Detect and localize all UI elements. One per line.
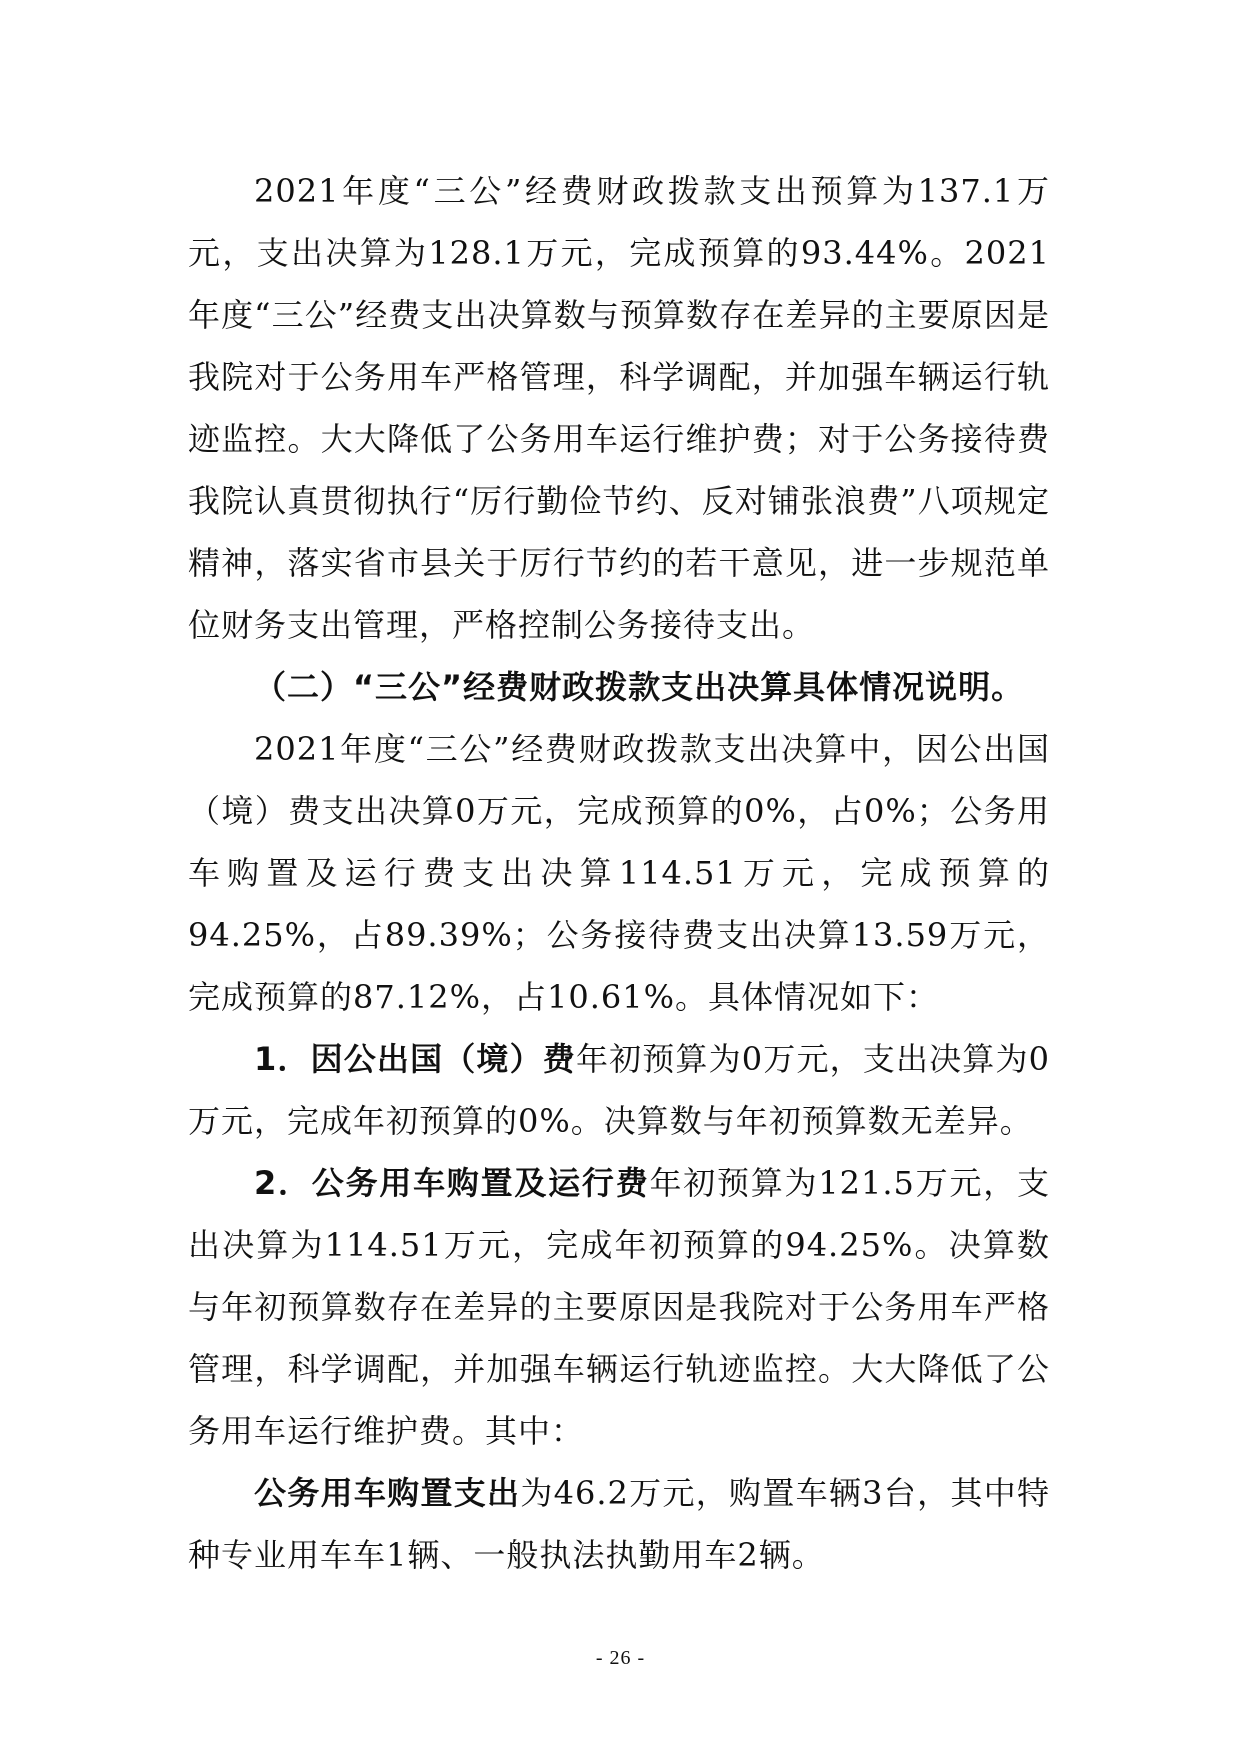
overseas-travel-label: 1．因公出国（境）费 (254, 1040, 576, 1078)
overseas-travel-text: 年初预算为0万元，支出决算为0万元，完成年初预算的0%。决算数与年初预算数无差异。 (188, 1040, 1050, 1140)
vehicle-purchase-label: 公务用车购置支出 (254, 1474, 521, 1512)
vehicle-purchase-text: 为46.2万元，购置车辆3台，其中特种专业用车车1辆、一般执法执勤用车2辆。 (188, 1474, 1050, 1574)
paragraph-budget-summary: 2021年度“三公”经费财政拨款支出预算为137.1万元，支出决算为128.1万元，完成预算的93.44%。2021年度“三公”经费支出决算数与预算数存在差异的主要原因是我院对于公务用车严格管理，科学调配，并加强车辆运行轨迹监控。大大降低了公务用车运行维护费；对于公务接待费我院认真贯彻执行“厉行勤俭节约、反对铺张浪费”八项规定精神，落实省市县关于厉行节约的若干意见，进一步规范单位财务支出管理，严格控制公务接待支出。 (188, 172, 1050, 644)
section-heading: （二）“三公”经费财政拨款支出决算具体情况说明。 (254, 668, 1025, 706)
paragraph-overseas-travel (188, 1028, 1050, 1152)
vehicle-costs-label: 2．公务用车购置及运行费 (254, 1164, 650, 1202)
paragraph-vehicle-costs (188, 1152, 1050, 1462)
page-number: - 26 - (595, 1647, 646, 1669)
body-text (188, 160, 1050, 1586)
vehicle-costs-text: 年初预算为121.5万元，支出决算为114.51万元，完成年初预算的94.25%。决算数与年初预算数存在差异的主要原因是我院对于公务用车严格管理，科学调配，并加强车辆运行轨迹监控。大大降低了公务用车运行维护费。其中： (188, 1164, 1050, 1450)
paragraph-vehicle-purchase (188, 1462, 1050, 1586)
paragraph-breakdown: 2021年度“三公”经费财政拨款支出决算中，因公出国（境）费支出决算0万元，完成预算的0%，占0%；公务用车购置及运行费支出决算114.51万元，完成预算的94.25%，占89.39%；公务接待费支出决算13.59万元，完成预算的87.12%，占10.61%。具体情况如下： (188, 730, 1050, 1016)
